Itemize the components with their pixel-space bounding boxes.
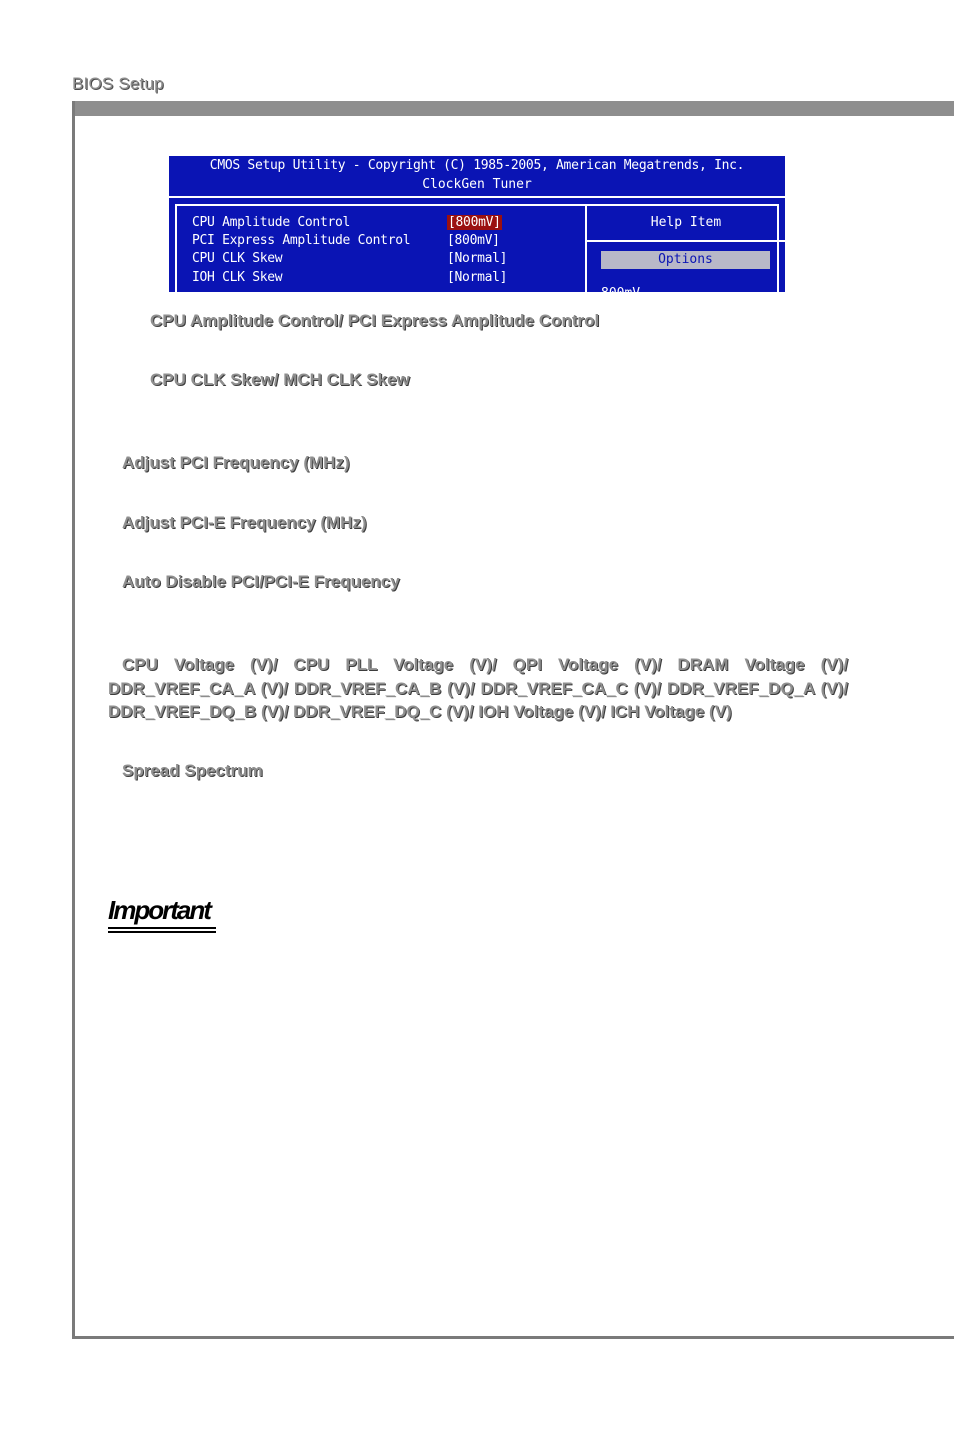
item-voltages-text: CPU Voltage (V)/ CPU PLL Voltage (V)/ QPI Voltage (V)/ DRAM Voltage (V)/ DDR_VREF_CA_A (V)/ DDR_VREF_CA_B (V)/ DDR_VREF_CA_C (V)/ DDR_VREF_DQ_A (V)/ DDR_VREF_DQ_B (V)/ DDR_VREF_DQ_C (V)/ IOH Voltage (V)/ ICH Voltage (V) [108, 655, 848, 721]
options-label: Options [601, 251, 770, 269]
bios-title: CMOS Setup Utility - Copyright (C) 1985-2005, American Megatrends, Inc. [209, 158, 745, 173]
left-rule [72, 101, 75, 1339]
help-partial-text: 800mV [601, 286, 641, 301]
help-divider [587, 240, 785, 242]
item-voltages [108, 653, 848, 724]
item-cpu-amplitude: CPU Amplitude Control/ PCI Express Amplitude Control [150, 311, 600, 330]
item-clk-skew: CPU CLK Skew/ MCH CLK Skew [150, 370, 410, 389]
bios-divider-line [169, 196, 785, 198]
bios-row-label[interactable]: IOH CLK Skew [192, 270, 283, 285]
important-underline [108, 931, 216, 933]
bios-row-label[interactable]: CPU Amplitude Control [192, 215, 351, 230]
important-underline [108, 927, 216, 929]
bios-row-value[interactable]: [Normal] [447, 270, 508, 285]
header-bar [72, 101, 954, 116]
item-auto-disable: Auto Disable PCI/PCI-E Frequency [122, 572, 400, 591]
bios-row-label[interactable]: PCI Express Amplitude Control [192, 233, 411, 248]
bios-row-value[interactable]: [800mV] [447, 233, 500, 248]
important-heading: Important [108, 895, 210, 925]
help-item-title: Help Item [650, 215, 722, 230]
bios-row-value[interactable]: [Normal] [447, 251, 508, 266]
item-pci-frequency: Adjust PCI Frequency (MHz) [122, 453, 350, 472]
bottom-rule [72, 1336, 954, 1339]
bios-row-label[interactable]: CPU CLK Skew [192, 251, 283, 266]
page-section-label: BIOS Setup [72, 74, 164, 93]
bios-subtitle: ClockGen Tuner [422, 177, 532, 192]
item-spread-spectrum: Spread Spectrum [122, 761, 263, 780]
bios-screenshot [169, 156, 785, 301]
item-pcie-frequency: Adjust PCI-E Frequency (MHz) [122, 513, 367, 532]
bios-row-value[interactable]: [800mV] [448, 215, 501, 230]
